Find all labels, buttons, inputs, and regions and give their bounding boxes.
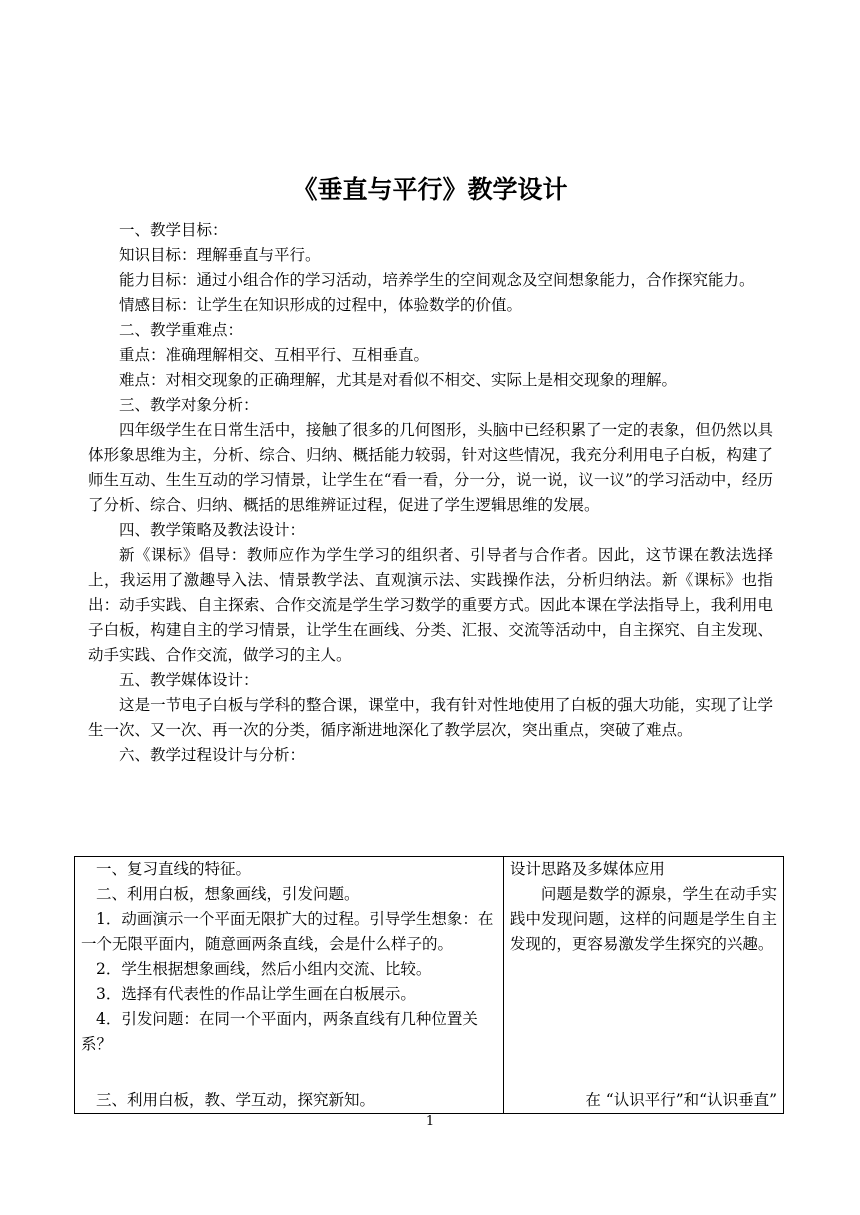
paragraph: 新《课标》倡导：教师应作为学生学习的组织者、引导者与合作者。因此，这节课在教法选择上，我运用了激趣导入法、情景教学法、直观演示法、实践操作法，分析归纳法。新《课标》也指出：动手实践、自主探索、合作交流是学生学习数学的重要方式。因此本课在学法指导上，我利用电子白板，构建自主的学习情景，让学生在画线、分类、汇报、交流等活动中，自主探究、自主发现、动手实践、合作交流，做学习的主人。 xyxy=(88,546,773,664)
step-line: 2．学生根据想象画线，然后小组内交流、比较。 xyxy=(96,960,432,978)
step-line: 一、复习直线的特征。 xyxy=(96,860,252,878)
design-notes-text: 在 “认识平行”和“认识垂直” xyxy=(585,1091,777,1109)
design-notes-header: 设计思路及多媒体应用 xyxy=(509,860,665,878)
section-heading: 四、教学策略及教法设计： xyxy=(119,521,306,539)
step-line: 1．动画演示一个平面无限扩大的过程。引导学生想象：在一个无限平面内，随意画两条直线，会是什么样子的。 xyxy=(81,910,494,953)
section-heading: 六、教学过程设计与分析： xyxy=(119,746,306,764)
step-line: 4．引发问题：在同一个平面内，两条直线有几种位置关系？ xyxy=(81,1010,478,1053)
paragraph: 情感目标：让学生在知识形成的过程中，体验数学的价值。 xyxy=(119,296,523,314)
page-number: 1 xyxy=(425,1114,435,1129)
document-body xyxy=(88,218,773,768)
section-heading: 一、教学目标： xyxy=(119,221,228,239)
process-table xyxy=(74,856,784,1114)
document-title: 《垂直与平行》教学设计 xyxy=(292,175,568,204)
process-steps-cell xyxy=(75,857,504,1114)
step-line: 二、利用白板，想象画线，引发问题。 xyxy=(96,885,360,903)
paragraph: 知识目标：理解垂直与平行。 xyxy=(119,246,321,264)
table-row xyxy=(75,857,784,1114)
section-heading: 二、教学重难点： xyxy=(119,321,244,339)
design-notes-cell xyxy=(503,857,783,1114)
step-line: 三、利用白板，教、学互动，探究新知。 xyxy=(96,1091,376,1109)
section-heading: 五、教学媒体设计： xyxy=(119,671,259,689)
paragraph: 四年级学生在日常生活中，接触了很多的几何图形，头脑中已经积累了一定的表象，但仍然以具体形象思维为主，分析、综合、归纳、概括能力较弱，针对这些情况，我充分利用电子白板，构建了师生互动、生生互动的学习情景，让学生在“看一看，分一分，说一说，议一议”的学习活动中，经历了分析、综合、归纳、概括的思维辨证过程，促进了学生逻辑思维的发展。 xyxy=(88,421,773,514)
paragraph: 难点：对相交现象的正确理解，尤其是对看似不相交、实际上是相交现象的理解。 xyxy=(119,371,678,389)
paragraph: 重点：准确理解相交、互相平行、互相垂直。 xyxy=(119,346,430,364)
step-line: 3．选择有代表性的作品让学生画在白板展示。 xyxy=(96,985,416,1003)
paragraph: 这是一节电子白板与学科的整合课，课堂中，我有针对性地使用了白板的强大功能，实现了让学生一次、又一次、再一次的分类，循序渐进地深化了教学层次，突出重点，突破了难点。 xyxy=(88,696,773,739)
paragraph: 能力目标：通过小组合作的学习活动，培养学生的空间观念及空间想象能力，合作探究能力。 xyxy=(119,271,755,289)
design-notes-text: 问题是数学的源泉，学生在动手实践中发现问题，这样的问题是学生自主发现的，更容易激发学生探究的兴趣。 xyxy=(509,885,777,953)
section-heading: 三、教学对象分析： xyxy=(119,396,259,414)
